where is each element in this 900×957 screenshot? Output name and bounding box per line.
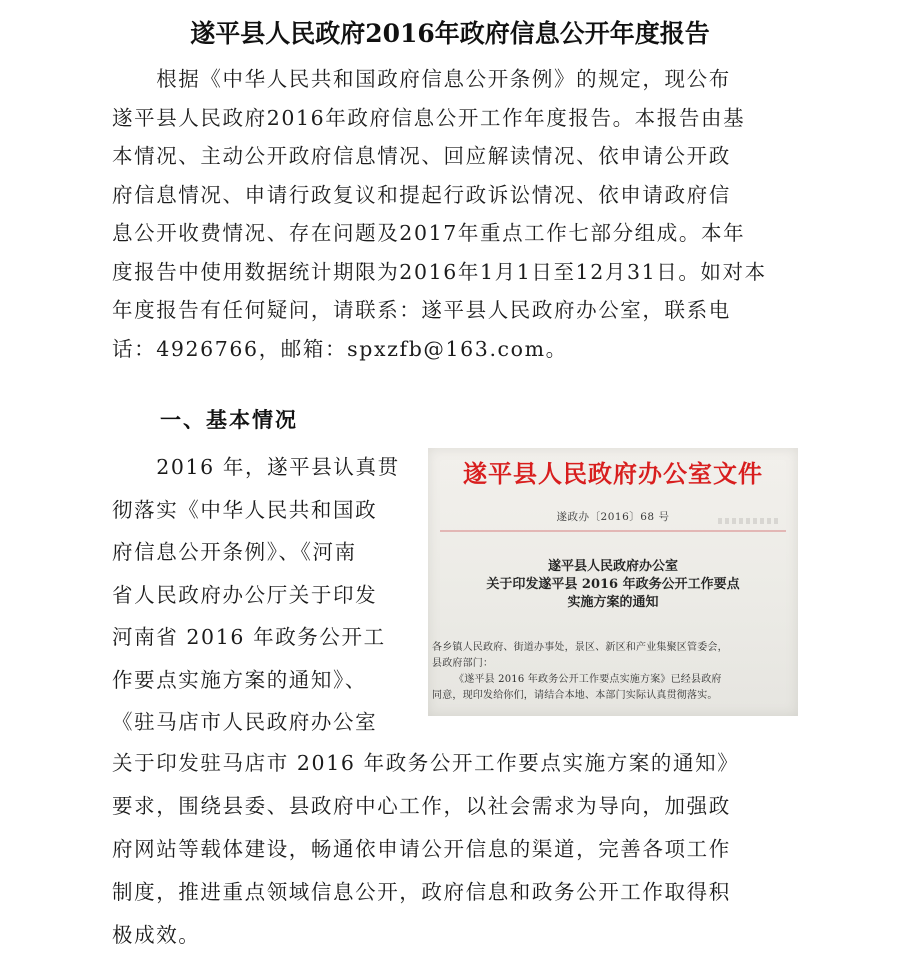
intro-line: 度报告中使用数据统计期限为2016年1月1日至12月31日。如对本 xyxy=(112,259,767,284)
intro-line: 根据《中华人民共和国政府信息公开条例》的规定，现公布 xyxy=(112,67,731,91)
paragraph-line: 要求，围绕县委、县政府中心工作，以社会需求为导向，加强政 xyxy=(112,794,731,818)
section-paragraph-continued xyxy=(112,742,792,957)
document-body-line: 《遂平县 2016 年政务公开工作要点实施方案》已经县政府 xyxy=(454,674,722,685)
intro-line: 本情况、主动公开政府信息情况、回应解读情况、依申请公开政 xyxy=(112,144,731,168)
document-body-line: 各乡镇人民政府、街道办事处，景区、新区和产业集聚区管委会， xyxy=(432,642,728,653)
intro-line: 府信息情况、申请行政复议和提起行政诉讼情况、依申请政府信 xyxy=(112,182,731,207)
document-red-header: 遂平县人民政府办公室文件 xyxy=(463,459,763,488)
official-document-image xyxy=(428,448,798,716)
paragraph-line: 极成效。 xyxy=(112,923,201,947)
paragraph-line: 彻落实《中华人民共和国政 xyxy=(112,497,378,522)
report-title: 遂平县人民政府2016年政府信息公开年度报告 xyxy=(190,19,710,48)
paragraph-line: 《驻马店市人民政府办公室 xyxy=(112,710,378,734)
intro-line: 年度报告有任何疑问，请联系：遂平县人民政府办公室，联系电 xyxy=(112,298,731,322)
paragraph-line: 制度，推进重点领域信息公开，政府信息和政务公开工作取得积 xyxy=(112,880,731,904)
intro-line: 话：4926766，邮箱：spxzfb@163.com。 xyxy=(112,336,568,361)
document-number: 遂政办〔2016〕68 号 xyxy=(556,511,670,523)
document-subtitle-line: 遂平县人民政府办公室 xyxy=(547,559,678,574)
document-subtitle-line: 实施方案的通知 xyxy=(567,595,659,610)
section-paragraph-column xyxy=(112,446,412,744)
paragraph-line: 府网站等载体建设，畅通依申请公开信息的渠道，完善各项工作 xyxy=(112,837,731,861)
intro-line: 息公开收费情况、存在问题及2017年重点工作七部分组成。本年 xyxy=(112,221,746,245)
paragraph-line: 河南省 2016 年政务公开工 xyxy=(112,625,386,649)
paragraph-line: 作要点实施方案的通知》、 xyxy=(112,667,367,692)
document-subtitle xyxy=(428,558,798,612)
paragraph-line: 2016 年，遂平县认真贯 xyxy=(112,455,400,479)
document-body-line: 县政府部门： xyxy=(432,658,494,669)
paragraph-line: 关于印发驻马店市 2016 年政务公开工作要点实施方案的通知》 xyxy=(112,751,740,775)
section-heading: 一、基本情况 xyxy=(160,408,298,432)
intro-paragraph xyxy=(112,60,788,368)
paragraph-line: 省人民政府办公厅关于印发 xyxy=(112,582,378,607)
document-body xyxy=(432,640,794,704)
document-body-line: 同意，现印发给你们，请结合本地、本部门实际认真贯彻落实。 xyxy=(432,690,718,701)
document-red-rule xyxy=(440,530,786,532)
paragraph-line: 府信息公开条例》、《河南 xyxy=(112,540,357,564)
intro-line: 遂平县人民政府2016年政府信息公开工作年度报告。本报告由基 xyxy=(112,105,746,130)
document-subtitle-line: 关于印发遂平县 2016 年政务公开工作要点 xyxy=(486,577,740,592)
